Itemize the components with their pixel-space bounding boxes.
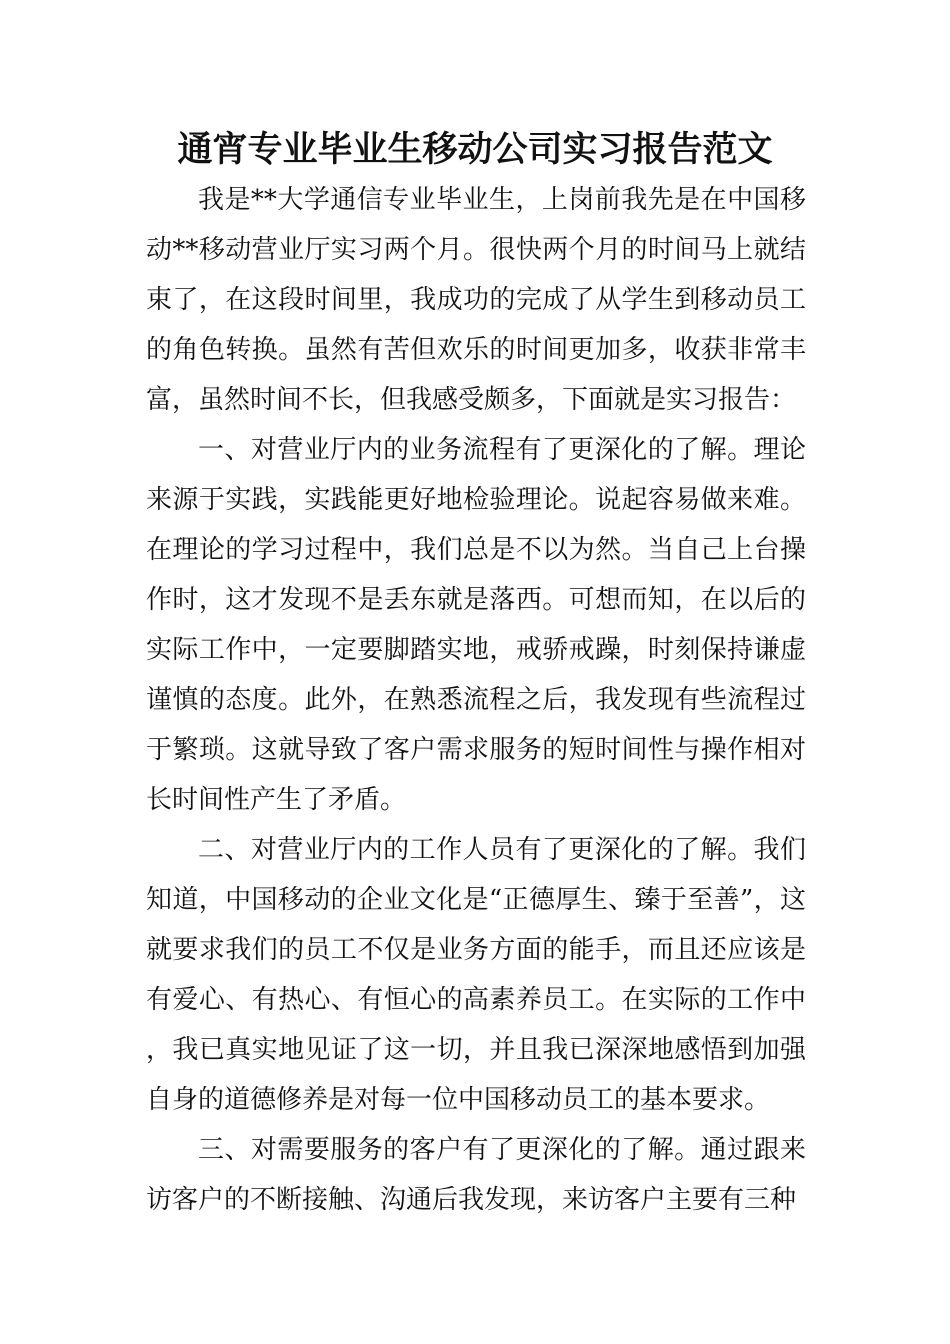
paragraph-section-1: 一、对营业厅内的业务流程有了更深化的了解。理论来源于实践，实践能更好地检验理论。说起容易做来难。在理论的学习过程中，我们总是不以为然。当自己上台操作时，这才发现不是丢东就是落西。可想而知，在以后的实际工作中，一定要脚踏实地，戒骄戒躁，时刻保持谦虚谨慎的态度。此外，在熟悉流程之后，我发现有些流程过于繁琐。这就导致了客户需求服务的短时间性与操作相对长时间性产生了矛盾。 bbox=[146, 435, 806, 815]
paragraph-intro: 我是**大学通信专业毕业生，上岗前我先是在中国移动**移动营业厅实习两个月。很快两个月的时间马上就结束了，在这段时间里，我成功的完成了从学生到移动员工的角色转换。虽然有苦但欢乐的时间更加多，收获非常丰富，虽然时间不长，但我感受颇多，下面就是实习报告： bbox=[146, 185, 806, 415]
document-title: 通宵专业毕业生移动公司实习报告范文 bbox=[177, 130, 773, 170]
document-body bbox=[146, 175, 806, 1225]
paragraph-section-3: 三、对需要服务的客户有了更深化的了解。通过跟来访客户的不断接触、沟通后我发现，来访客户主要有三种 bbox=[146, 1135, 806, 1215]
paragraph-section-2: 二、对营业厅内的工作人员有了更深化的了解。我们知道，中国移动的企业文化是“正德厚生、臻于至善”，这就要求我们的员工不仅是业务方面的能手，而且还应该是有爱心、有热心、有恒心的高素养员工。在实际的工作中，我已真实地见证了这一切，并且我已深深地感悟到加强自身的道德修养是对每一位中国移动员工的基本要求。 bbox=[146, 835, 806, 1115]
